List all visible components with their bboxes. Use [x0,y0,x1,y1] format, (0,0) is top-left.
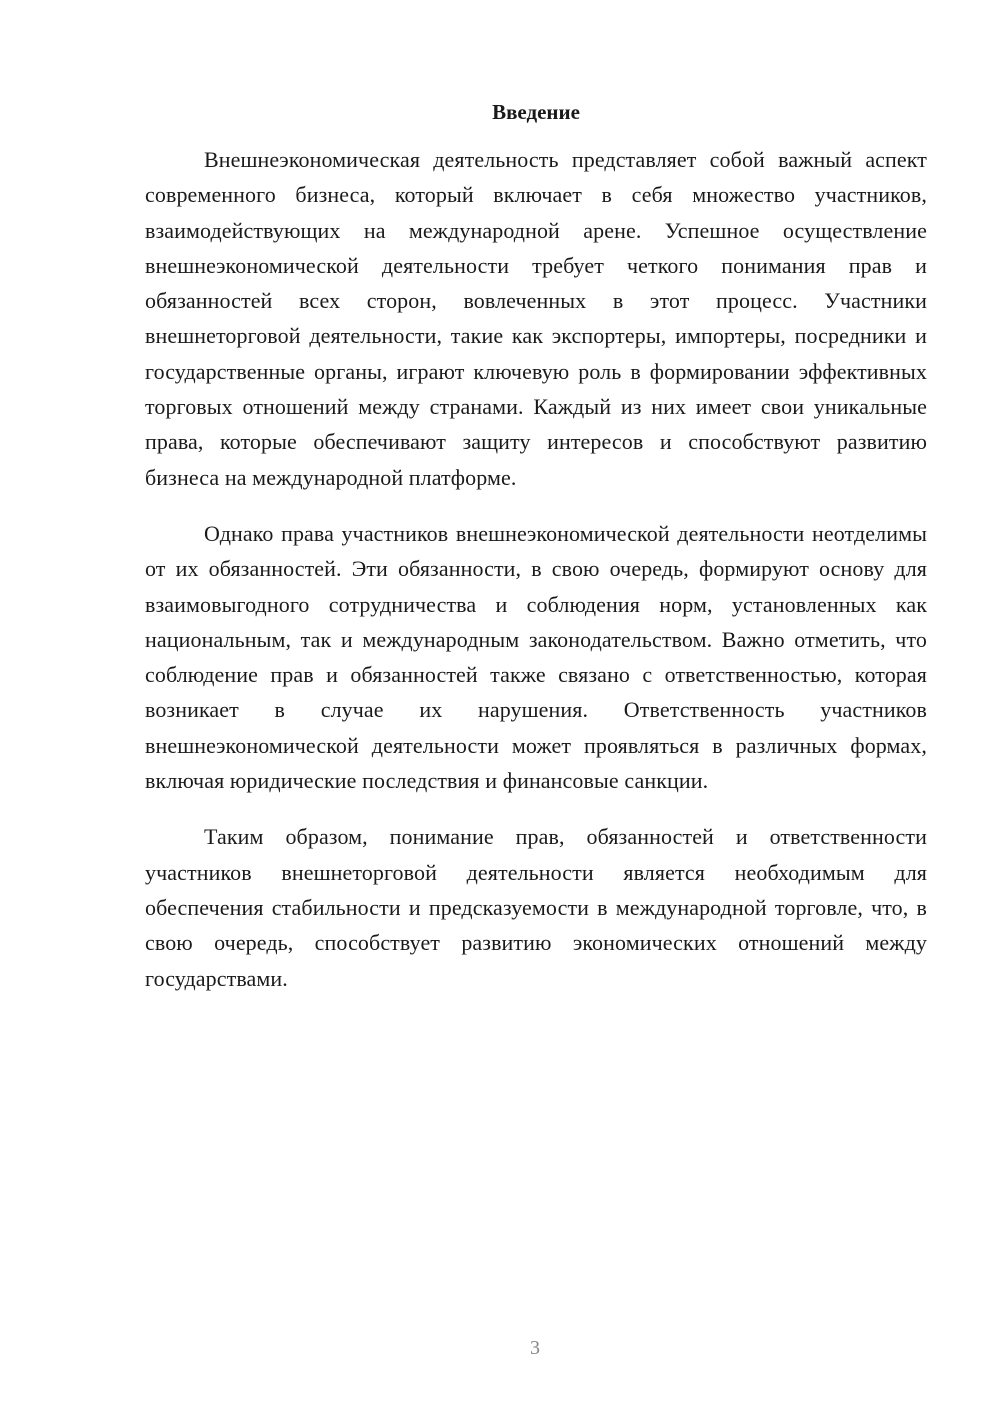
paragraph-3: Таким образом, понимание прав, обязанностей и ответственности участников внешнеторговой деятельности является необходимым для обеспечения стабильности и предсказуемости в международной торговле, что, в свою очередь, способствует развитию экономических отношений между государствами. [145,824,927,991]
paragraph-2: Однако права участников внешнеэкономической деятельности неотделимы от их обязанностей. Эти обязанности, в свою очередь, формируют основу для взаимовыгодного сотрудничества и соблюдения норм, установленных как национальным, так и международным законодательством. Важно отметить, что соблюдение прав и обязанностей также связано с ответственностью, которая возникает в случае их нарушения. Ответственность участников внешнеэкономической деятельности может проявляться в различных формах, включая юридические последствия и финансовые санкции. [145,520,927,794]
page-number: 3 [530,1337,540,1359]
body-text [145,142,927,996]
paragraph-1: Внешнеэкономическая деятельность представляет собой важный аспект современного бизнеса, который включает в себя множество участников, взаимодействующих на международной арене. Успешное осуществление внешнеэкономической деятельности требует четкого понимания прав и обязанностей всех сторон, вовлеченных в этот процесс. Участники внешнеторговой деятельности, такие как экспортеры, импортеры, посредники и государственные органы, играют ключевую роль в формировании эффективных торговых отношений между странами. Каждый из них имеет свои уникальные права, которые обеспечивают защиту интересов и способствуют развитию бизнеса на международной платформе. [145,147,927,490]
section-heading: Введение [492,100,580,124]
